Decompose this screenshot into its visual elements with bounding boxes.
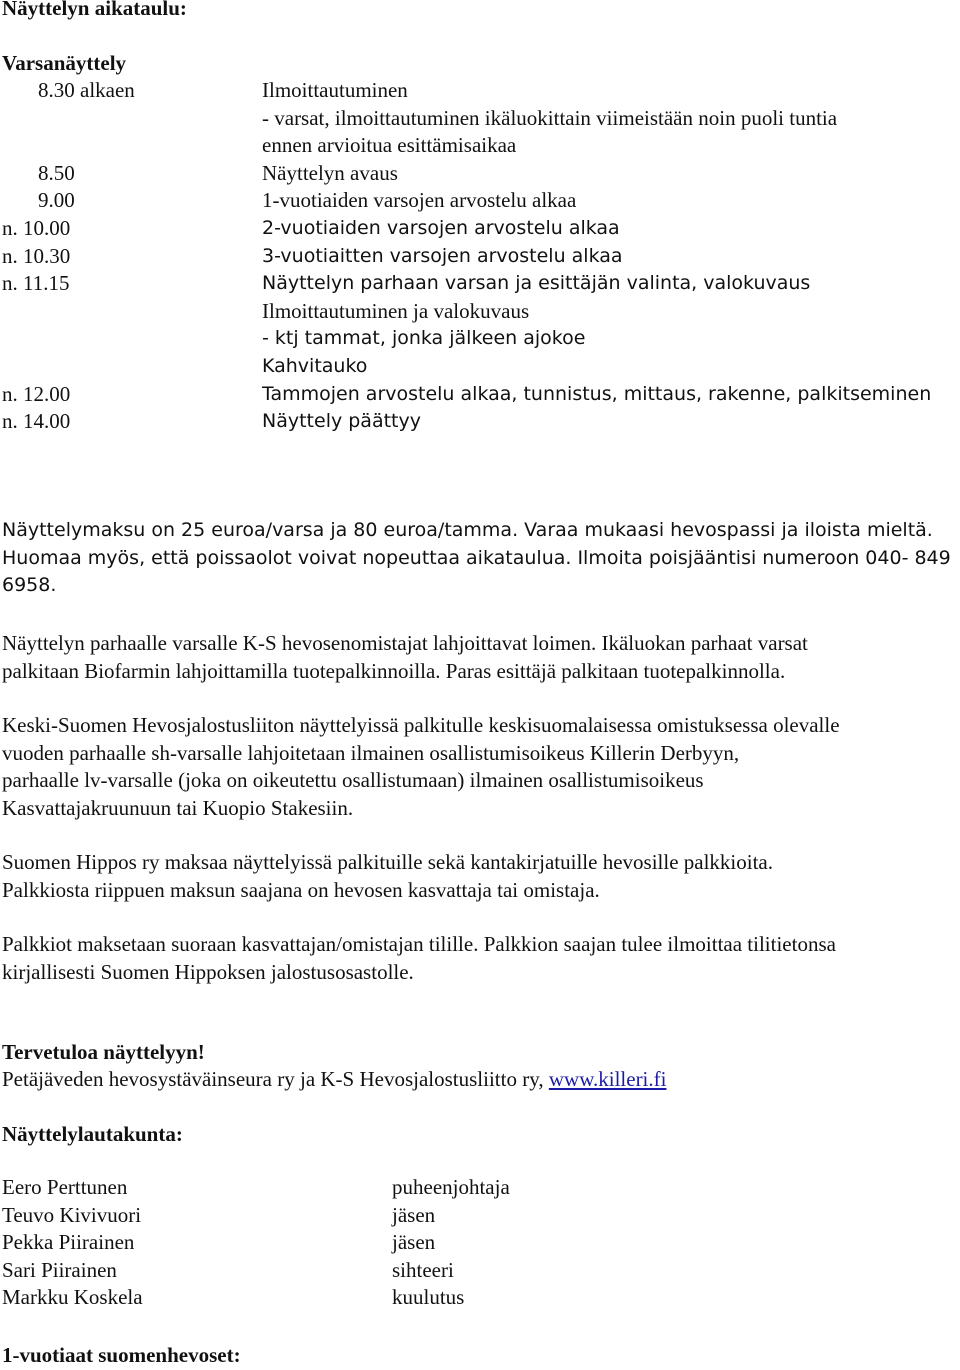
schedule-time: n. 11.15 <box>2 271 70 296</box>
paragraph-line: Suomen Hippos ry maksaa näyttelyissä palkituille sekä kantakirjatuille hevosille palkkioita. <box>2 850 773 874</box>
paragraph-line: palkitaan Biofarmin lahjoittamilla tuotepalkinnoilla. Paras esittäjä palkitaan tuotepalkinnolla. <box>2 658 786 683</box>
info-paragraph <box>2 712 958 822</box>
schedule-description: Näyttelyn avaus <box>262 160 398 185</box>
schedule-description: Ilmoittautuminen ja valokuvaus <box>262 298 530 323</box>
schedule-heading: Näyttelyn aikataulu: <box>2 0 187 20</box>
committee-title: Näyttelylautakunta: <box>2 1122 183 1146</box>
info-paragraph <box>2 849 958 904</box>
member-role: sihteeri <box>392 1257 454 1282</box>
info-paragraph <box>2 630 958 685</box>
schedule-description: Tammojen arvostelu alkaa, tunnistus, mittaus, rakenne, palkitseminen <box>262 382 932 405</box>
schedule-time: 8.30 alkaen <box>38 78 135 102</box>
paragraph-line: vuoden parhaalle sh-varsalle lahjoitetaan ilmainen osallistumisoikeus Killerin Derbyyn, <box>2 740 740 765</box>
section-title: Varsanäyttely <box>2 51 127 75</box>
schedule-time: n. 10.00 <box>2 216 71 240</box>
schedule-description: 1-vuotiaiden varsojen arvostelu alkaa <box>262 188 577 213</box>
member-name: Eero Perttunen <box>2 1175 128 1199</box>
schedule-description: Kahvitauko <box>262 355 368 377</box>
member-name: Teuvo Kivivuori <box>2 1202 142 1227</box>
member-role: jäsen <box>392 1202 436 1227</box>
schedule-time: 9.00 <box>38 188 75 213</box>
paragraph-line: 6958. <box>2 574 57 597</box>
member-role: kuulutus <box>392 1285 465 1310</box>
schedule-description: - ktj tammat, jonka jälkeen ajokoe <box>262 327 586 350</box>
schedule-description: Näyttely päättyy <box>262 410 421 433</box>
schedule-description: ennen arvioitua esittämisaikaa <box>262 133 517 158</box>
schedule-description: Näyttelyn parhaan varsan ja esittäjän valinta, valokuvaus <box>262 272 811 295</box>
schedule-description: 3-vuotiaitten varsojen arvostelu alkaa <box>262 244 623 267</box>
info-paragraph <box>2 931 958 986</box>
paragraph-line: Kasvattajakruunuun tai Kuopio Stakesiin. <box>2 795 354 820</box>
schedule-time: n. 14.00 <box>2 409 71 434</box>
schedule-time: n. 10.30 <box>2 243 71 268</box>
info-paragraph <box>2 517 958 600</box>
paragraph-line: Keski-Suomen Hevosjalostusliiton näyttelyissä palkitulle keskisuomalaisessa omistuksessa olevalle <box>2 713 840 737</box>
paragraph-line: Näyttelymaksu on 25 euroa/varsa ja 80 euroa/tamma. Varaa mukaasi hevospassi ja iloista mieltä. <box>2 519 933 541</box>
member-name: Pekka Piirainen <box>2 1230 135 1255</box>
website-link[interactable]: www.killeri.fi <box>548 1067 667 1091</box>
schedule-description: Ilmoittautuminen <box>262 78 408 102</box>
paragraph-line: Palkkiosta riippuen maksun saajana on hevosen kasvattaja tai omistaja. <box>2 877 600 902</box>
member-role: puheenjohtaja <box>392 1175 510 1199</box>
paragraph-line: Näyttelyn parhaalle varsalle K-S hevosenomistajat lahjoittavat loimen. Ikäluokan parhaat varsat <box>2 631 808 655</box>
schedule-time: n. 12.00 <box>2 381 71 406</box>
schedule-description: - varsat, ilmoittautuminen ikäluokittain viimeistään noin puoli tuntia <box>262 105 838 130</box>
paragraph-line: Palkkiot maksetaan suoraan kasvattajan/omistajan tilille. Palkkion saajan tulee ilmoittaa tilitietonsa <box>2 932 836 956</box>
schedule-description: 2-vuotiaiden varsojen arvostelu alkaa <box>262 217 620 239</box>
paragraph-line: kirjallisesti Suomen Hippoksen jalostusosastolle. <box>2 959 414 984</box>
organizers-line <box>2 1066 666 1094</box>
paragraph-line: Huomaa myös, että poissaolot voivat nopeuttaa aikataulua. Ilmoita poisjääntisi numeroon 040- 849 <box>2 546 951 569</box>
member-name: Markku Koskela <box>2 1285 143 1310</box>
member-role: jäsen <box>392 1230 436 1255</box>
next-section-title: 1-vuotiaat suomenhevoset: <box>2 1343 241 1367</box>
member-name: Sari Piirainen <box>2 1257 117 1282</box>
schedule-time: 8.50 <box>38 160 75 185</box>
paragraph-line: parhaalle lv-varsalle (joka on oikeutettu osallistumaan) ilmainen osallistumisoikeus <box>2 768 704 793</box>
welcome-text: Tervetuloa näyttelyyn! <box>2 1040 205 1064</box>
organizers-text: Petäjäveden hevosystäväinseura ry ja K-S Hevosjalostusliitto ry, <box>2 1067 544 1091</box>
